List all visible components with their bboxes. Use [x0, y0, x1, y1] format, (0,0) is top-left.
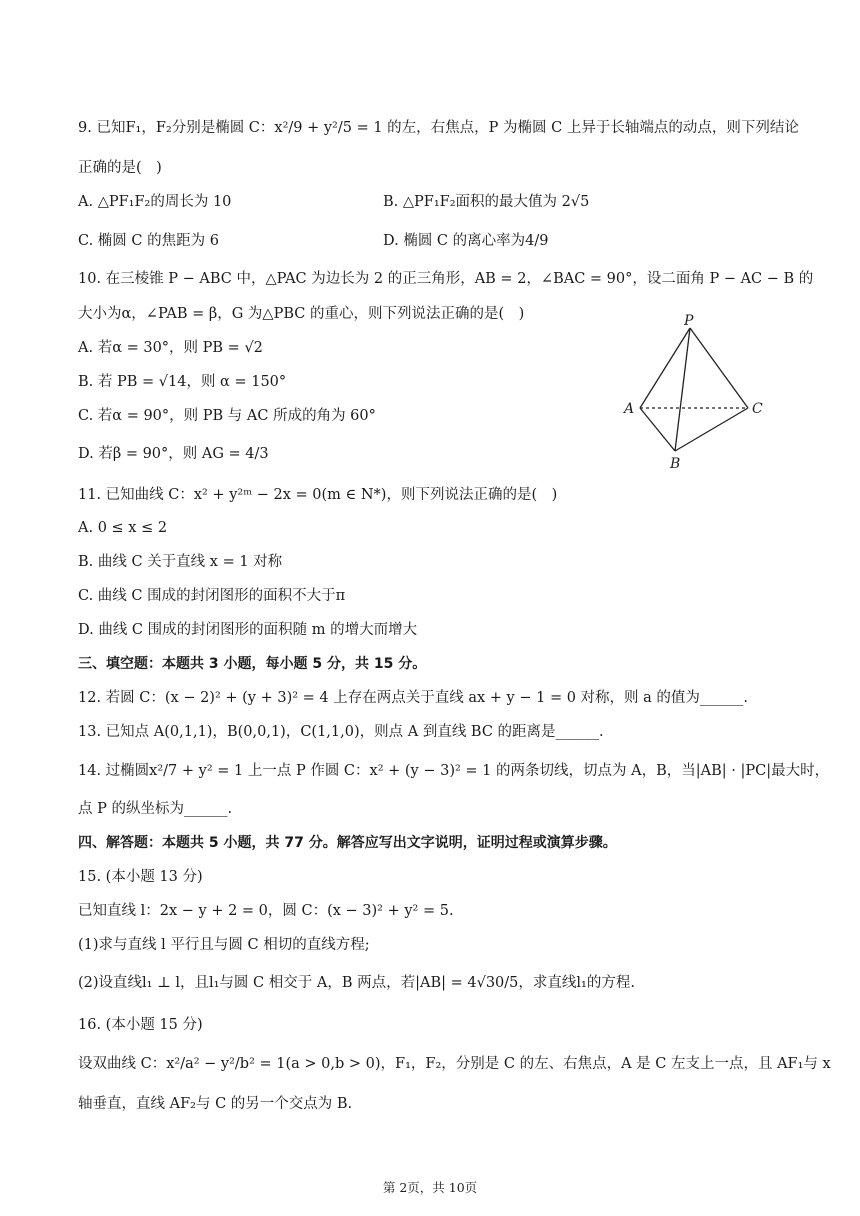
edge-pa — [640, 328, 690, 408]
q14-line2: 点 P 的纵坐标为______. — [78, 801, 233, 817]
q9-stem-line2: 正确的是( ) — [78, 160, 162, 176]
q16-stem-line1: 设双曲线 C：x²/a² − y²/b² = 1(a > 0,b > 0)，F₁，F₂，分别是 C 的左、右焦点，A 是 C 左支上一点，且 AF₁与 x — [78, 1056, 831, 1072]
q11-option-d: D. 曲线 C 围成的封闭图形的面积随 m 的增大而增大 — [78, 622, 418, 638]
q16-stem-line2: 轴垂直，直线 AF₂与 C 的另一个交点为 B. — [78, 1096, 353, 1112]
q15-part2: (2)设直线l₁ ⊥ l，且l₁与圆 C 相交于 A，B 两点，若|AB| = 4√30/5，求直线l₁的方程. — [78, 975, 635, 991]
q15-stem: 已知直线 l：2x − y + 2 = 0，圆 C：(x − 3)² + y² = 5. — [78, 903, 454, 919]
q10-option-b: B. 若 PB = √14，则 α = 150° — [78, 374, 287, 390]
edge-pc — [690, 328, 748, 408]
q9-option-c: C. 椭圆 C 的焦距为 6 — [78, 233, 219, 249]
q13: 13. 已知点 A(0,1,1)，B(0,0,1)，C(1,1,0)，则点 A 到直线 BC 的距离是______. — [78, 724, 604, 740]
q16-header: 16. (本小题 15 分) — [78, 1017, 203, 1033]
section-4-heading: 四、解答题：本题共 5 小题，共 77 分。解答应写出文字说明，证明过程或演算步骤。 — [78, 835, 617, 851]
q15-part1: (1)求与直线 l 平行且与圆 C 相切的直线方程; — [78, 937, 370, 953]
q10-option-a: A. 若α = 30°，则 PB = √2 — [78, 340, 263, 356]
q9-option-d: D. 椭圆 C 的离心率为4/9 — [383, 233, 549, 249]
q11-option-a: A. 0 ≤ x ≤ 2 — [78, 520, 168, 536]
q14-line1: 14. 过椭圆x²/7 + y² = 1 上一点 P 作圆 C：x² + (y − 3)² = 1 的两条切线，切点为 A，B，当|AB| · |PC|最大时， — [78, 763, 830, 779]
q10-option-d: D. 若β = 90°，则 AG = 4/3 — [78, 446, 269, 462]
q10-stem-line1: 10. 在三棱锥 P − ABC 中，△PAC 为边长为 2 的正三角形，AB = 2，∠BAC = 90°，设二面角 P − AC − B 的 — [78, 271, 814, 287]
q11-stem: 11. 已知曲线 C：x² + y²ᵐ − 2x = 0(m ∈ N*)，则下列说法正确的是( ) — [78, 487, 558, 503]
edge-bc — [675, 408, 748, 451]
q11-option-b: B. 曲线 C 关于直线 x = 1 对称 — [78, 554, 283, 570]
triangular-pyramid-figure — [618, 313, 778, 473]
q12: 12. 若圆 C：(x − 2)² + (y + 3)² = 4 上存在两点关于直线 ax + y − 1 = 0 对称，则 a 的值为______. — [78, 690, 749, 706]
edge-ab — [640, 408, 675, 451]
edge-pb — [675, 328, 690, 451]
vertex-b-label: B — [670, 456, 681, 472]
q9-option-b: B. △PF₁F₂面积的最大值为 2√5 — [383, 194, 590, 210]
q11-option-c: C. 曲线 C 围成的封闭图形的面积不大于π — [78, 588, 346, 604]
q15-header: 15. (本小题 13 分) — [78, 869, 203, 885]
q9-option-a: A. △PF₁F₂的周长为 10 — [78, 194, 232, 210]
vertex-p-label: P — [684, 313, 694, 329]
vertex-c-label: C — [752, 401, 763, 417]
vertex-a-label: A — [624, 401, 635, 417]
q10-option-c: C. 若α = 90°，则 PB 与 AC 所成的角为 60° — [78, 408, 376, 424]
q9-stem-line1: 9. 已知F₁，F₂分别是椭圆 C：x²/9 + y²/5 = 1 的左，右焦点，P 为椭圆 C 上异于长轴端点的动点，则下列结论 — [78, 120, 799, 136]
q10-stem-line2: 大小为α，∠PAB = β，G 为△PBC 的重心，则下列说法正确的是( ) — [78, 306, 525, 322]
section-3-heading: 三、填空题：本题共 3 小题，每小题 5 分，共 15 分。 — [78, 656, 427, 672]
page-footer: 第 2页，共 10页 — [382, 1180, 478, 1195]
